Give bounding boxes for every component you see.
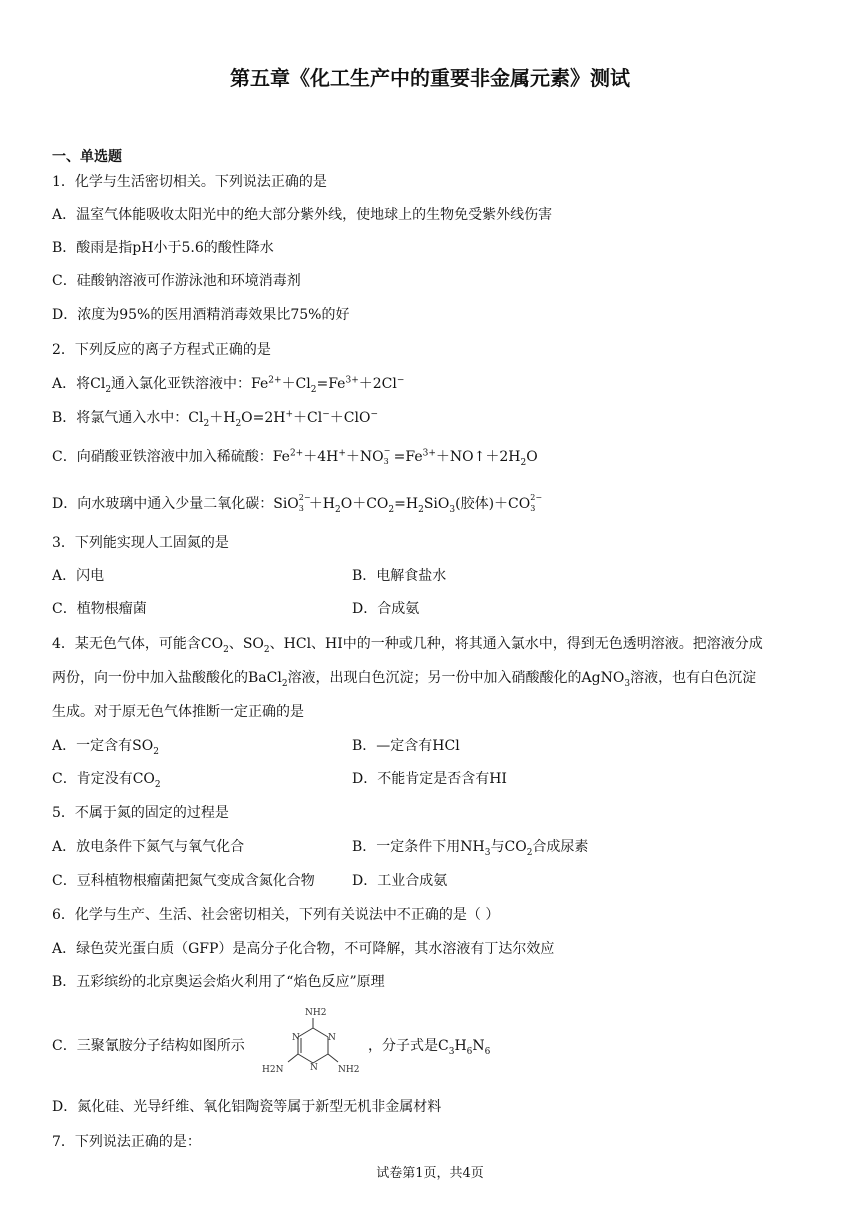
section-heading: 一、单选题 [52,149,122,165]
question-6-option-d: D．氮化硅、光导纤维、氧化铝陶瓷等属于新型无机非金属材料 [52,1099,442,1115]
question-2-option-b: B．将氯气通入水中：$Cl_2+H_2O=2H^++Cl^-+ClO^-$ [52,409,379,429]
question-3-option-a: A．闪电 [52,568,105,584]
ring-nitrogen-bottom: N [310,1063,318,1073]
question-1-stem: 1．化学与生活密切相关。下列说法正确的是 [52,174,327,190]
ring-nitrogen-right: N [328,1033,336,1043]
question-7-stem: 7．下列说法正确的是： [52,1134,201,1150]
question-1-option-c: C．硅酸钠溶液可作游泳池和环境消毒剂 [52,273,301,289]
question-3-option-d: D．合成氨 [352,601,420,617]
question-5-option-d: D．工业合成氨 [352,873,448,889]
question-1-option-b: B．酸雨是指pH小于5.6的酸性降水 [52,240,274,256]
question-4-stem-line-2: 两份，向一份中加入盐酸酸化的BaCl$_2$溶液，出现白色沉淀；另一份中加入硝酸酸化的AgNO$_3$溶液，也有白色沉淀 [52,670,757,689]
question-4-option-c: C．肯定没有$CO_2$ [52,771,161,790]
question-2-option-d: D．向水玻璃中通入少量二氧化碳：SiO 2− 3 $+H_2O+CO_2=H_2SiO_3$(胶体)＋CO 2− 3 [52,493,543,515]
question-4-stem-line-1: 4．某无色气体，可能含$CO_2$、$SO_2$、HCl、HI中的一种或几种，将其通入氯水中，得到无色透明溶液。把溶液分成 [52,636,763,655]
amino-group-left: H2N [262,1065,284,1075]
question-6-stem: 6．化学与生产、生活、社会密切相关，下列有关说法中不正确的是（ ） [52,907,500,923]
question-6-option-b: B．五彩缤纷的北京奥运会焰火利用了“焰色反应”原理 [52,974,385,990]
question-2-option-c: C．向硝酸亚铁溶液中加入稀硫酸：$Fe^{2+}+4H^++NO$ − 3 $=Fe^{3+}+NO↑+2H_2O$ [52,446,538,468]
question-2-option-a: A．将$Cl_2$通入氯化亚铁溶液中：$Fe^{2+}+Cl_2=Fe^{3+}+2Cl^-$ [52,375,405,395]
amino-group-top: NH2 [305,1008,327,1018]
question-5-option-a: A．放电条件下氮气与氧气化合 [52,839,245,855]
question-2-stem: 2．下列反应的离子方程式正确的是 [52,342,271,358]
page-footer: 试卷第1页，共4页 [376,1166,484,1181]
question-3-option-c: C．植物根瘤菌 [52,601,147,617]
question-5-option-b: B．一定条件下用$NH_3$与$CO_2$合成尿素 [352,839,589,858]
question-1-option-d: D．浓度为95%的医用酒精消毒效果比75%的好 [52,307,350,323]
question-5-stem: 5．不属于氮的固定的过程是 [52,805,229,821]
amino-group-right: NH2 [338,1065,360,1075]
question-6-option-c-text: C．三聚氰胺分子结构如图所示 [52,1038,245,1054]
page-title: 第五章《化工生产中的重要非金属元素》测试 [230,66,630,90]
melamine-structure-diagram [258,1006,368,1084]
question-4-option-b: B．—定含有HCl [352,738,460,754]
question-4-option-a: A．一定含有$SO_2$ [52,738,159,757]
question-5-option-c: C．豆科植物根瘤菌把氮气变成含氮化合物 [52,873,315,889]
question-4-stem-line-3: 生成。对于原无色气体推断一定正确的是 [52,704,304,720]
question-6-option-c-formula: ，分子式是$C_3H_6N_6$ [368,1038,491,1057]
question-3-stem: 3．下列能实现人工固氮的是 [52,535,229,551]
question-1-option-a: A．温室气体能吸收太阳光中的绝大部分紫外线，使地球上的生物免受紫外线伤害 [52,207,553,223]
question-4-option-d: D．不能肯定是否含有HI [352,771,507,787]
question-6-option-a: A．绿色荧光蛋白质（GFP）是高分子化合物，不可降解，其水溶液有丁达尔效应 [52,941,555,957]
ring-nitrogen-left: N [292,1033,300,1043]
question-3-option-b: B．电解食盐水 [352,568,447,584]
